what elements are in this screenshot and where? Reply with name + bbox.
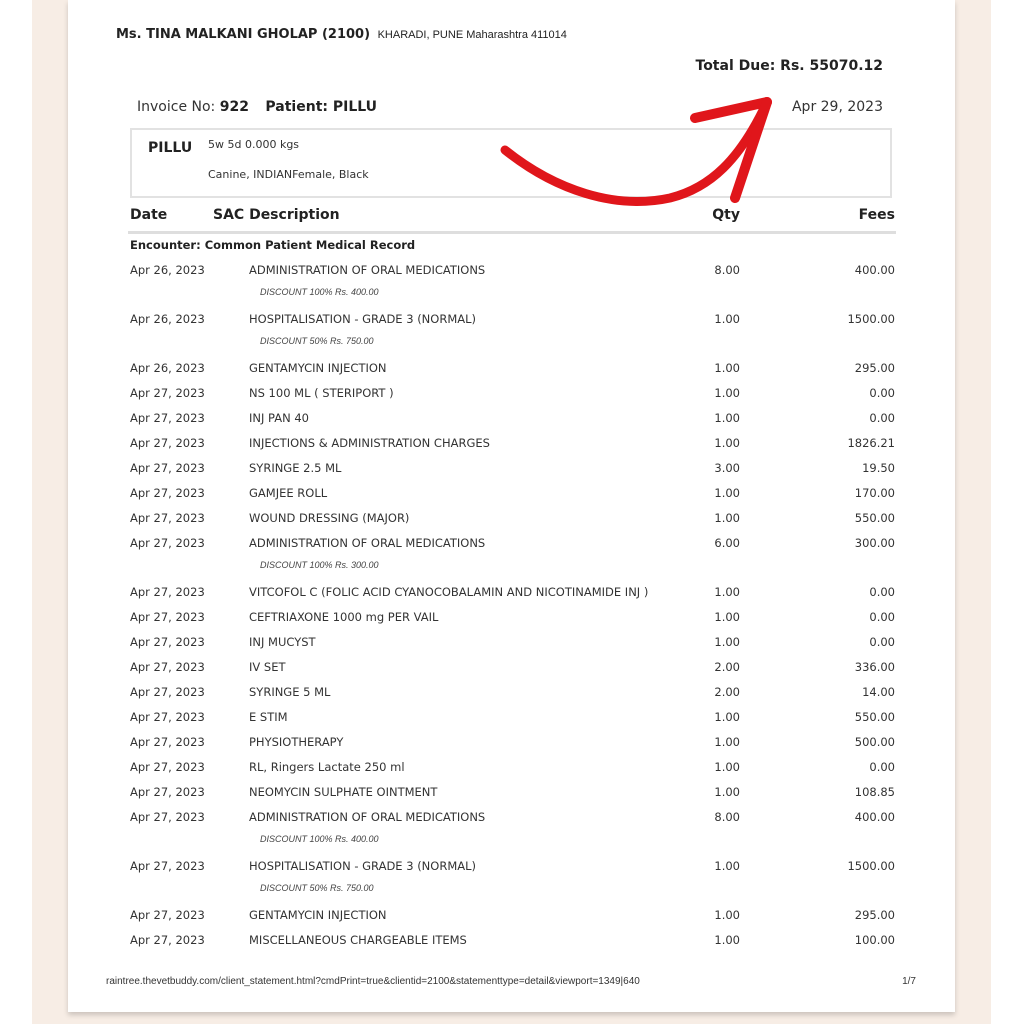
row-description: SYRINGE 5 ML — [249, 685, 331, 699]
row-discount: DISCOUNT 100% Rs. 400.00 — [260, 834, 379, 844]
row-discount: DISCOUNT 100% Rs. 300.00 — [260, 560, 379, 570]
row-qty: 1.00 — [714, 859, 740, 873]
row-date: Apr 27, 2023 — [130, 635, 205, 649]
row-date: Apr 27, 2023 — [130, 436, 205, 450]
row-date: Apr 27, 2023 — [130, 908, 205, 922]
patient-name: PILLU — [148, 140, 193, 156]
table-row — [0, 511, 1024, 527]
row-fee: 400.00 — [854, 810, 895, 824]
row-description: SYRINGE 2.5 ML — [249, 461, 342, 475]
table-row — [0, 486, 1024, 502]
table-row — [0, 685, 1024, 701]
row-discount: DISCOUNT 50% Rs. 750.00 — [260, 883, 374, 893]
row-date: Apr 27, 2023 — [130, 536, 205, 550]
row-fee: 500.00 — [854, 735, 895, 749]
row-date: Apr 27, 2023 — [130, 685, 205, 699]
row-fee: 550.00 — [854, 511, 895, 525]
patient-age-weight: 5w 5d 0.000 kgs — [208, 138, 300, 151]
row-description: ADMINISTRATION OF ORAL MEDICATIONS — [249, 810, 486, 824]
row-qty: 1.00 — [714, 361, 740, 375]
table-row — [0, 610, 1024, 626]
row-qty: 1.00 — [714, 635, 740, 649]
patient-details: Canine, INDIANFemale, Black — [208, 168, 369, 181]
table-row — [0, 536, 1024, 552]
row-qty: 2.00 — [714, 660, 740, 674]
row-qty: 8.00 — [714, 810, 740, 824]
table-row — [0, 386, 1024, 402]
row-description: MISCELLANEOUS CHARGEABLE ITEMS — [249, 933, 467, 947]
red-arrow-icon — [495, 80, 795, 215]
row-fee: 14.00 — [862, 685, 895, 699]
row-fee: 0.00 — [869, 610, 895, 624]
row-fee: 0.00 — [869, 635, 895, 649]
footer-url: raintree.thevetbuddy.com/client_statement.html?cmdPrint=true&clientid=2100&statementtype=detail&viewport=1349|640 — [106, 976, 640, 987]
table-row — [0, 859, 1024, 875]
row-fee: 100.00 — [854, 933, 895, 947]
table-row — [0, 810, 1024, 826]
row-date: Apr 27, 2023 — [130, 411, 205, 425]
row-fee: 1500.00 — [847, 859, 895, 873]
row-qty: 8.00 — [714, 263, 740, 277]
row-date: Apr 27, 2023 — [130, 585, 205, 599]
table-row — [0, 785, 1024, 801]
row-description: INJ MUCYST — [249, 635, 316, 649]
table-row — [0, 411, 1024, 427]
table-row — [0, 635, 1024, 651]
client-name: Ms. TINA MALKANI GHOLAP (2100) — [116, 27, 371, 42]
row-fee: 0.00 — [869, 760, 895, 774]
row-qty: 1.00 — [714, 760, 740, 774]
row-date: Apr 27, 2023 — [130, 859, 205, 873]
row-description: GAMJEE ROLL — [249, 486, 328, 500]
row-description: ADMINISTRATION OF ORAL MEDICATIONS — [249, 263, 486, 277]
row-qty: 1.00 — [714, 511, 740, 525]
client-header — [116, 27, 567, 42]
row-date: Apr 27, 2023 — [130, 461, 205, 475]
encounter-title: Encounter: Common Patient Medical Record — [130, 238, 416, 252]
row-qty: 1.00 — [714, 735, 740, 749]
row-fee: 1826.21 — [847, 436, 895, 450]
column-header-description: SAC Description — [213, 207, 340, 223]
row-fee: 19.50 — [862, 461, 895, 475]
row-date: Apr 27, 2023 — [130, 511, 205, 525]
row-description: VITCOFOL C (FOLIC ACID CYANOCOBALAMIN AND NICOTINAMIDE INJ ) — [249, 585, 649, 599]
row-date: Apr 27, 2023 — [130, 386, 205, 400]
row-date: Apr 27, 2023 — [130, 933, 205, 947]
row-discount: DISCOUNT 50% Rs. 750.00 — [260, 336, 374, 346]
table-row — [0, 735, 1024, 751]
row-date: Apr 27, 2023 — [130, 486, 205, 500]
table-row — [0, 361, 1024, 377]
row-description: INJ PAN 40 — [249, 411, 309, 425]
row-date: Apr 26, 2023 — [130, 312, 205, 326]
row-discount: DISCOUNT 100% Rs. 400.00 — [260, 287, 379, 297]
background-strip-bottom — [32, 1012, 991, 1024]
row-fee: 336.00 — [854, 660, 895, 674]
invoice-date: Apr 29, 2023 — [791, 99, 883, 115]
row-fee: 550.00 — [854, 710, 895, 724]
row-date: Apr 27, 2023 — [130, 760, 205, 774]
row-qty: 1.00 — [714, 933, 740, 947]
row-description: GENTAMYCIN INJECTION — [249, 361, 387, 375]
row-fee: 0.00 — [869, 585, 895, 599]
row-date: Apr 27, 2023 — [130, 710, 205, 724]
row-date: Apr 27, 2023 — [130, 610, 205, 624]
invoice-number: 922 — [219, 99, 249, 115]
row-fee: 1500.00 — [847, 312, 895, 326]
table-row — [0, 461, 1024, 477]
row-qty: 1.00 — [714, 411, 740, 425]
row-qty: 1.00 — [714, 710, 740, 724]
row-fee: 400.00 — [854, 263, 895, 277]
row-qty: 1.00 — [714, 436, 740, 450]
row-description: WOUND DRESSING (MAJOR) — [249, 511, 410, 525]
row-qty: 1.00 — [714, 312, 740, 326]
row-fee: 295.00 — [854, 361, 895, 375]
footer-page-number: 1/7 — [902, 976, 916, 987]
column-header-qty: Qty — [712, 207, 740, 223]
row-fee: 295.00 — [854, 908, 895, 922]
table-row — [0, 908, 1024, 924]
row-fee: 0.00 — [869, 411, 895, 425]
row-description: PHYSIOTHERAPY — [249, 735, 344, 749]
invoice-patient: Patient: PILLU — [265, 99, 378, 115]
table-row — [0, 436, 1024, 452]
row-qty: 1.00 — [714, 610, 740, 624]
row-description: HOSPITALISATION - GRADE 3 (NORMAL) — [249, 312, 477, 326]
table-row — [0, 585, 1024, 601]
table-row — [0, 933, 1024, 949]
row-description: E STIM — [249, 710, 288, 724]
row-date: Apr 27, 2023 — [130, 735, 205, 749]
row-qty: 1.00 — [714, 486, 740, 500]
invoice-label: Invoice No: — [137, 99, 216, 115]
total-due: Total Due: Rs. 55070.12 — [695, 58, 883, 74]
row-date: Apr 27, 2023 — [130, 785, 205, 799]
row-qty: 1.00 — [714, 585, 740, 599]
row-date: Apr 27, 2023 — [130, 660, 205, 674]
row-description: NS 100 ML ( STERIPORT ) — [249, 386, 394, 400]
row-fee: 0.00 — [869, 386, 895, 400]
row-description: RL, Ringers Lactate 250 ml — [249, 760, 405, 774]
row-date: Apr 27, 2023 — [130, 810, 205, 824]
table-row — [0, 660, 1024, 676]
row-qty: 2.00 — [714, 685, 740, 699]
row-qty: 1.00 — [714, 785, 740, 799]
row-description: INJECTIONS & ADMINISTRATION CHARGES — [249, 436, 490, 450]
row-qty: 6.00 — [714, 536, 740, 550]
row-date: Apr 26, 2023 — [130, 361, 205, 375]
row-description: CEFTRIAXONE 1000 mg PER VAIL — [249, 610, 439, 624]
header-divider — [128, 231, 896, 234]
row-description: HOSPITALISATION - GRADE 3 (NORMAL) — [249, 859, 477, 873]
client-address: KHARADI, PUNE Maharashtra 411014 — [377, 29, 567, 41]
row-fee: 108.85 — [854, 785, 895, 799]
column-header-date: Date — [130, 207, 168, 223]
table-row — [0, 263, 1024, 279]
invoice-line — [137, 99, 377, 115]
row-description: GENTAMYCIN INJECTION — [249, 908, 387, 922]
row-fee: 300.00 — [854, 536, 895, 550]
row-fee: 170.00 — [854, 486, 895, 500]
row-qty: 3.00 — [714, 461, 740, 475]
row-qty: 1.00 — [714, 908, 740, 922]
table-row — [0, 312, 1024, 328]
row-description: ADMINISTRATION OF ORAL MEDICATIONS — [249, 536, 486, 550]
table-row — [0, 710, 1024, 726]
row-description: NEOMYCIN SULPHATE OINTMENT — [249, 785, 438, 799]
table-row — [0, 760, 1024, 776]
row-date: Apr 26, 2023 — [130, 263, 205, 277]
row-qty: 1.00 — [714, 386, 740, 400]
row-description: IV SET — [249, 660, 286, 674]
column-header-fees: Fees — [858, 207, 895, 223]
